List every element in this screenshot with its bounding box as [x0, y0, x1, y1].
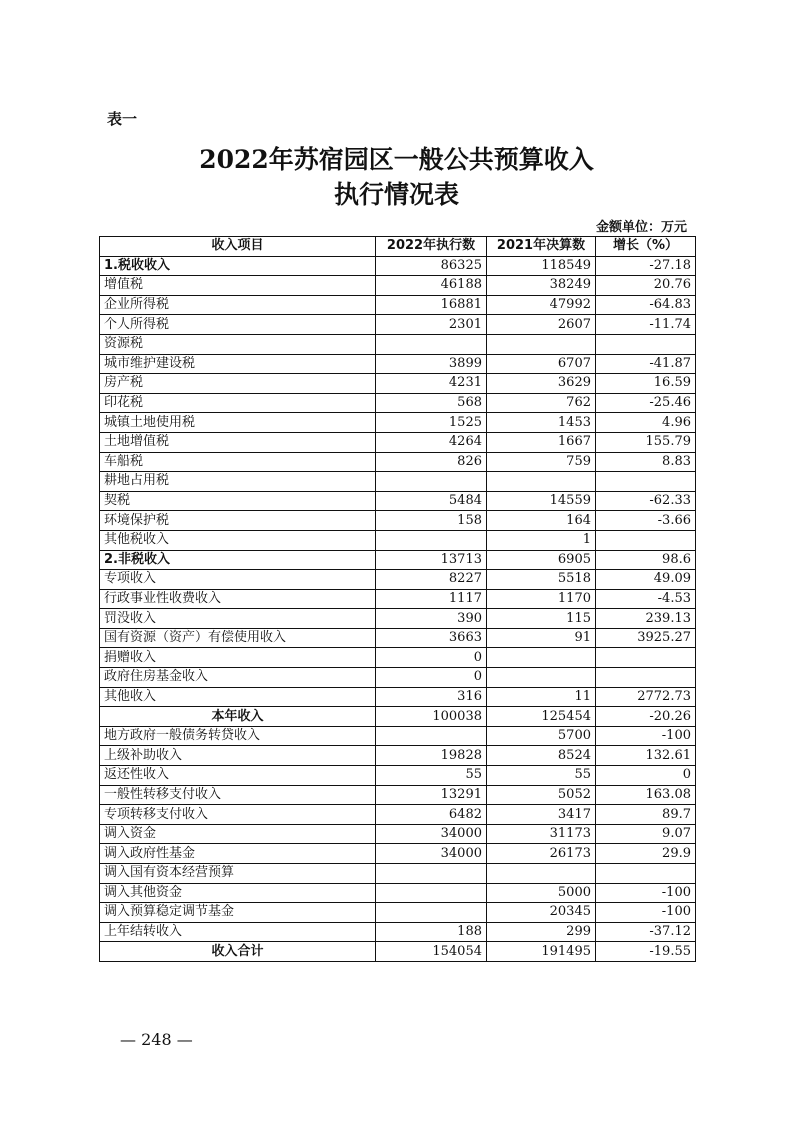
table-row: [100, 668, 696, 688]
value-2022: 34000: [376, 844, 487, 864]
row-item-name: 2.非税收入: [100, 550, 376, 570]
growth-rate: -25.46: [596, 393, 696, 413]
value-2022: 8227: [376, 570, 487, 590]
value-2021: 38249: [487, 276, 596, 296]
value-2022: 86325: [376, 256, 487, 276]
value-2022: 100038: [376, 707, 487, 727]
row-item-name: 返还性收入: [100, 766, 376, 786]
row-item-name: 其他收入: [100, 687, 376, 707]
table-row: [100, 393, 696, 413]
table-row: [100, 432, 696, 452]
budget-table: [99, 236, 696, 962]
growth-rate: 0: [596, 766, 696, 786]
value-2021: [487, 648, 596, 668]
value-2022: 46188: [376, 276, 487, 296]
value-2021: 5000: [487, 883, 596, 903]
growth-rate: -3.66: [596, 511, 696, 531]
value-2022: 158: [376, 511, 487, 531]
row-item-name: 城镇土地使用税: [100, 413, 376, 433]
value-2022: [376, 334, 487, 354]
table-row: [100, 864, 696, 884]
growth-rate: -19.55: [596, 942, 696, 962]
growth-rate: [596, 668, 696, 688]
growth-rate: [596, 648, 696, 668]
table-row: [100, 824, 696, 844]
value-2021: 5700: [487, 726, 596, 746]
value-2022: 19828: [376, 746, 487, 766]
table-row: [100, 295, 696, 315]
unit-label: 金额单位：万元: [595, 220, 687, 235]
value-2021: 1170: [487, 589, 596, 609]
growth-rate: -100: [596, 883, 696, 903]
growth-rate: 155.79: [596, 432, 696, 452]
growth-rate: -62.33: [596, 491, 696, 511]
row-item-name: 环境保护税: [100, 511, 376, 531]
growth-rate: 163.08: [596, 785, 696, 805]
value-2021: [487, 864, 596, 884]
growth-rate: 239.13: [596, 609, 696, 629]
row-item-name: 城市维护建设税: [100, 354, 376, 374]
row-item-name: 上级补助收入: [100, 746, 376, 766]
table-row: [100, 550, 696, 570]
value-2022: [376, 903, 487, 923]
table-row: [100, 785, 696, 805]
value-2021: 759: [487, 452, 596, 472]
table-row: [100, 628, 696, 648]
growth-rate: 49.09: [596, 570, 696, 590]
row-item-name: 契税: [100, 491, 376, 511]
growth-rate: -20.26: [596, 707, 696, 727]
value-2022: [376, 883, 487, 903]
value-2022: [376, 530, 487, 550]
row-item-name: 调入预算稳定调节基金: [100, 903, 376, 923]
value-2022: 390: [376, 609, 487, 629]
table-row: [100, 511, 696, 531]
value-2021: 118549: [487, 256, 596, 276]
row-item-name: 企业所得税: [100, 295, 376, 315]
value-2022: 1117: [376, 589, 487, 609]
value-2021: 55: [487, 766, 596, 786]
value-2022: 3899: [376, 354, 487, 374]
table-row: [100, 491, 696, 511]
value-2021: 1453: [487, 413, 596, 433]
row-item-name: 捐赠收入: [100, 648, 376, 668]
value-2021: 47992: [487, 295, 596, 315]
growth-rate: [596, 334, 696, 354]
growth-rate: 132.61: [596, 746, 696, 766]
value-2021: 31173: [487, 824, 596, 844]
row-item-name: 个人所得税: [100, 315, 376, 335]
value-2021: [487, 668, 596, 688]
growth-rate: 20.76: [596, 276, 696, 296]
value-2022: 5484: [376, 491, 487, 511]
value-2021: 14559: [487, 491, 596, 511]
table-row: [100, 844, 696, 864]
row-item-name: 调入政府性基金: [100, 844, 376, 864]
growth-rate: -4.53: [596, 589, 696, 609]
table-row: [100, 648, 696, 668]
value-2022: 316: [376, 687, 487, 707]
value-2022: 55: [376, 766, 487, 786]
table-row: [100, 452, 696, 472]
table-row: [100, 942, 696, 962]
header-item: 收入项目: [100, 237, 376, 257]
growth-rate: 98.6: [596, 550, 696, 570]
value-2021: 115: [487, 609, 596, 629]
value-2022: 188: [376, 922, 487, 942]
table-row: [100, 256, 696, 276]
row-item-name: 1.税收收入: [100, 256, 376, 276]
value-2022: 0: [376, 648, 487, 668]
value-2022: [376, 864, 487, 884]
value-2022: 13713: [376, 550, 487, 570]
row-item-name: 行政事业性收费收入: [100, 589, 376, 609]
growth-rate: -100: [596, 903, 696, 923]
row-item-name: 收入合计: [100, 942, 376, 962]
row-item-name: 本年收入: [100, 707, 376, 727]
table-row: [100, 707, 696, 727]
table-row: [100, 609, 696, 629]
value-2022: 3663: [376, 628, 487, 648]
value-2022: 16881: [376, 295, 487, 315]
value-2022: 6482: [376, 805, 487, 825]
growth-rate: -64.83: [596, 295, 696, 315]
value-2021: 6905: [487, 550, 596, 570]
value-2022: 568: [376, 393, 487, 413]
growth-rate: 2772.73: [596, 687, 696, 707]
table-header-row: [100, 237, 696, 257]
value-2022: 13291: [376, 785, 487, 805]
table-row: [100, 374, 696, 394]
value-2021: 5518: [487, 570, 596, 590]
row-item-name: 调入资金: [100, 824, 376, 844]
growth-rate: 8.83: [596, 452, 696, 472]
value-2021: 3629: [487, 374, 596, 394]
value-2022: [376, 726, 487, 746]
value-2021: 125454: [487, 707, 596, 727]
row-item-name: 车船税: [100, 452, 376, 472]
value-2022: [376, 472, 487, 492]
value-2021: 91: [487, 628, 596, 648]
value-2022: 154054: [376, 942, 487, 962]
row-item-name: 增值税: [100, 276, 376, 296]
value-2022: 1525: [376, 413, 487, 433]
row-item-name: 调入国有资本经营预算: [100, 864, 376, 884]
table-row: [100, 805, 696, 825]
growth-rate: -11.74: [596, 315, 696, 335]
value-2022: 4231: [376, 374, 487, 394]
row-item-name: 其他税收入: [100, 530, 376, 550]
value-2021: 26173: [487, 844, 596, 864]
row-item-name: 地方政府一般债务转贷收入: [100, 726, 376, 746]
table-row: [100, 276, 696, 296]
header-2022: 2022年执行数: [376, 237, 487, 257]
value-2021: 3417: [487, 805, 596, 825]
growth-rate: -37.12: [596, 922, 696, 942]
row-item-name: 房产税: [100, 374, 376, 394]
growth-rate: 9.07: [596, 824, 696, 844]
table-row: [100, 315, 696, 335]
value-2021: 164: [487, 511, 596, 531]
table-row: [100, 570, 696, 590]
row-item-name: 印花税: [100, 393, 376, 413]
value-2021: [487, 472, 596, 492]
value-2022: 34000: [376, 824, 487, 844]
value-2021: 20345: [487, 903, 596, 923]
growth-rate: 4.96: [596, 413, 696, 433]
header-2021: 2021年决算数: [487, 237, 596, 257]
table-row: [100, 746, 696, 766]
table-row: [100, 589, 696, 609]
growth-rate: -41.87: [596, 354, 696, 374]
table-row: [100, 354, 696, 374]
growth-rate: 3925.27: [596, 628, 696, 648]
row-item-name: 耕地占用税: [100, 472, 376, 492]
row-item-name: 一般性转移支付收入: [100, 785, 376, 805]
table-row: [100, 413, 696, 433]
table-row: [100, 726, 696, 746]
value-2022: 826: [376, 452, 487, 472]
value-2021: 1: [487, 530, 596, 550]
growth-rate: [596, 472, 696, 492]
value-2021: 8524: [487, 746, 596, 766]
row-item-name: 上年结转收入: [100, 922, 376, 942]
table-row: [100, 922, 696, 942]
page-title: 2022年苏宿园区一般公共预算收入: [199, 145, 594, 174]
growth-rate: [596, 864, 696, 884]
header-growth: 增长（%）: [596, 237, 696, 257]
table-row: [100, 903, 696, 923]
value-2021: 11: [487, 687, 596, 707]
row-item-name: 罚没收入: [100, 609, 376, 629]
value-2021: 762: [487, 393, 596, 413]
row-item-name: 政府住房基金收入: [100, 668, 376, 688]
row-item-name: 调入其他资金: [100, 883, 376, 903]
value-2022: 2301: [376, 315, 487, 335]
growth-rate: -27.18: [596, 256, 696, 276]
table-row: [100, 687, 696, 707]
table-row: [100, 472, 696, 492]
growth-rate: [596, 530, 696, 550]
value-2021: 1667: [487, 432, 596, 452]
table-row: [100, 530, 696, 550]
row-item-name: 专项转移支付收入: [100, 805, 376, 825]
table-row: [100, 334, 696, 354]
growth-rate: 16.59: [596, 374, 696, 394]
row-item-name: 专项收入: [100, 570, 376, 590]
table-row: [100, 883, 696, 903]
row-item-name: 资源税: [100, 334, 376, 354]
value-2021: 299: [487, 922, 596, 942]
row-item-name: 土地增值税: [100, 432, 376, 452]
page-subtitle: 执行情况表: [333, 180, 459, 209]
table-body: [100, 256, 696, 961]
page-number: — 248 —: [120, 1030, 193, 1049]
value-2022: 0: [376, 668, 487, 688]
growth-rate: -100: [596, 726, 696, 746]
value-2022: 4264: [376, 432, 487, 452]
table-row: [100, 766, 696, 786]
value-2021: [487, 334, 596, 354]
value-2021: 191495: [487, 942, 596, 962]
value-2021: 2607: [487, 315, 596, 335]
value-2021: 5052: [487, 785, 596, 805]
growth-rate: 89.7: [596, 805, 696, 825]
row-item-name: 国有资源（资产）有偿使用收入: [100, 628, 376, 648]
growth-rate: 29.9: [596, 844, 696, 864]
value-2021: 6707: [487, 354, 596, 374]
table-label: 表一: [107, 110, 138, 128]
